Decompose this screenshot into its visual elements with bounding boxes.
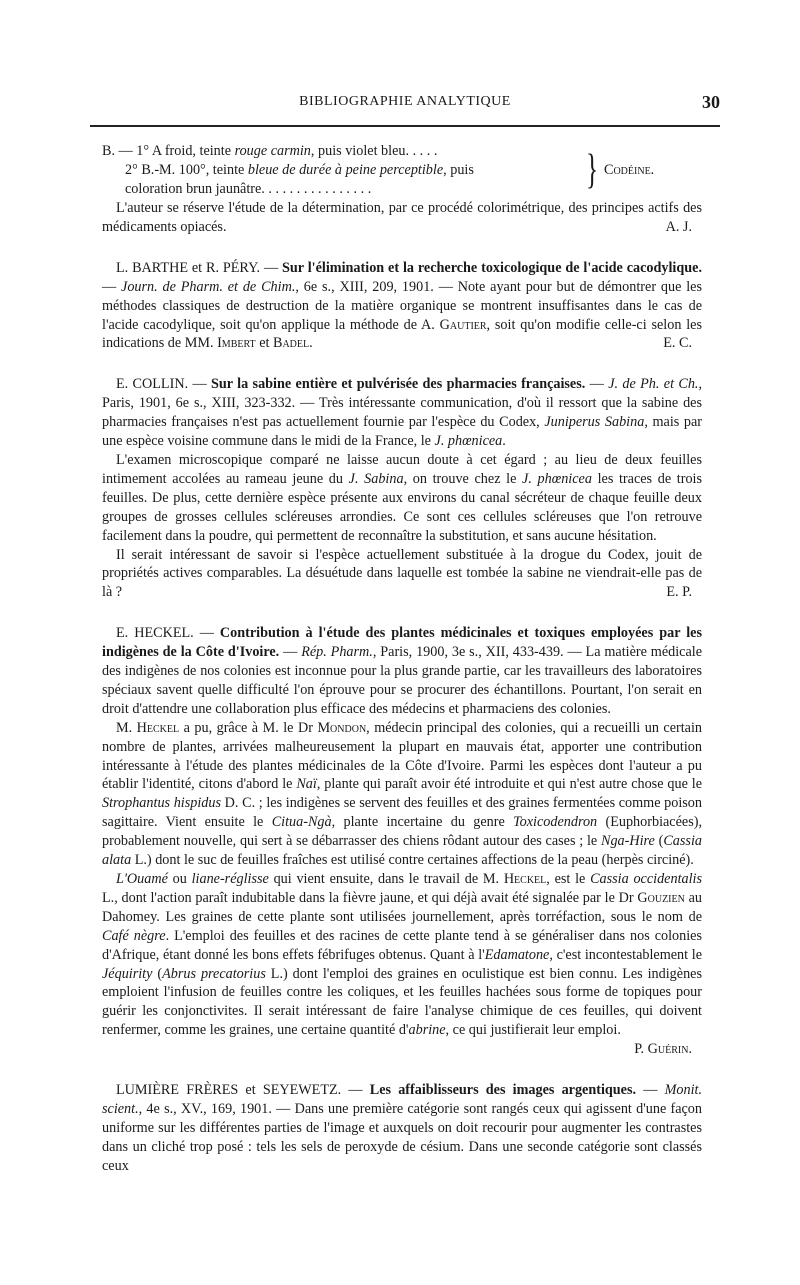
collin-paragraph-3: Il serait intéressant de savoir si l'espèce actuellement substituée à la drogue du Codex, jouit de propriétés actives comparables. La désuétude dans laquelle est tombée la sabine ne viendrait-elle pas de là ? E. P. [102,546,702,601]
entry-title: Sur l'élimination et la recherche toxicologique de l'acide cacodylique. [282,259,702,276]
curly-brace: } [586,147,599,193]
text-column [102,142,702,1176]
entry-collin: E. COLLIN. — Sur la sabine entière et pulvérisée des pharmacies françaises. — J. de Ph. et Ch., Paris, 1901, 6e s., XIII, 323-332. — Très intéressante communication, d'où il ressort que la sabine des pharmacies françaises n'est pas actuellement fournie par l'espèce du Codex, Juniperus Sabina, mais par une espèce voisine commune dans le midi de la France, le J. phœnicea. [102,376,703,450]
reaction-line-1: B. — 1° A froid, teinte rouge carmin, puis violet bleu. . . . . [102,143,438,159]
signature: P. Guérin. [634,1041,692,1058]
codeine-reaction-block [102,142,702,199]
entry-title: Sur la sabine entière et pulvérisée des pharmacies françaises. [211,376,586,393]
entry-lumiere: LUMIÈRE FRÈRES et SEYEWETZ. — Les affaiblisseurs des images argentiques. — Monit. scient., 4e s., XV., 169, 1901. — Dans une première catégorie sont rangés ceux qui agissent d'une façon uniforme sur les différentes parties de l'image et auxquels on doit recourir pour augmenter les contrastes dans un cliché trop posé : tels les sels de peroxyde de césium. Dans une seconde catégorie sont classés ceux [102,1082,703,1174]
top-paragraph: L'auteur se réserve l'étude de la détermination, par ce procédé colorimétrique, des principes actifs des médicaments opiacés. A. J. [102,200,702,235]
reaction-line-2: 2° B.-M. 100°, teinte bleue de durée à peine perceptible, puis [125,162,474,178]
signature: E. C. [663,335,692,352]
entry-barthe: L. BARTHE et R. PÉRY. — Sur l'élimination et la recherche toxicologique de l'acide cacodylique. — Journ. de Pharm. et de Chim., 6e s., XIII, 209, 1901. — Note ayant pour but de démontrer que les méthodes classiques de destruction de la matière organique se montrent insuffisantes dans le cas de l'acide cacodylique, soit qu'on applique la méthode de A. Gautier, soit qu'on modifie celle-ci selon les indications de MM. Imbert et Badel. E. C. [102,259,702,352]
entry-heckel: E. HECKEL. — Contribution à l'étude des plantes médicinales et toxiques employées par les indigènes de la Côte d'Ivoire. — Rép. Pharm., Paris, 1900, 3e s., XII, 433-439. — La matière médicale des indigènes de nos colonies est inconnue pour la plus grande partie, car les travailleurs des laboratoires spéciaux savent quelle difficulté l'on éprouve pour se procurer des échantillons. Pourtant, l'on serait en droit d'attendre une collaboration plus efficace des médecins et pharmaciens des colonies. [102,625,702,717]
codeine-label: Codéine. [604,162,655,178]
signature: E. P. [666,584,692,601]
running-title: BIBLIOGRAPHIE ANALYTIQUE [299,94,511,109]
entry-title: Les affaiblisseurs des images argentiques. [369,1082,637,1099]
entry-title: Contribution à l'étude des plantes médicinales et toxiques employées par les indigènes de la Côte d'Ivoire. [102,625,702,661]
heckel-paragraph-3: L'Ouamé ou liane-réglisse qui vient ensuite, dans le travail de M. Heckel, est le Cassia occidentalis L., dont l'action paraît indubitable dans la fièvre jaune, et qui déjà avait été signalée par le Dr Gouzien au Dahomey. Les graines de cette plante sont utilisées journellement, après torréfaction, sous le nom de Café nègre. L'emploi des feuilles et des racines de cette plante tend à se généraliser dans nos colonies d'Afrique, étant donné les bons effets fébrifuges obtenus. Quant à l'Edamatone, c'est incontestablement le Jéquirity (Abrus precatorius L.) dont l'emploi des graines en oculistique est bien connu. Les indigènes emploient l'infusion de feuilles contre les coliques, et les feuilles hachées sous forme de topiques pour guérir les conjonctivites. Il serait intéressant de faire l'analyse chimique de ces feuilles, qui doivent renfermer, comme les graines, une certaine quantité d'abrine, ce qui justifierait leur emploi. [102,871,703,1039]
heckel-paragraph-2: M. Heckel a pu, grâce à M. le Dr Mondon, médecin principal des colonies, qui a recueilli un certain nombre de plantes, arrivées malheureusement la plupart en mauvais état, apporter une contribution intéressante à l'étude des plantes médicinales de la Côte d'Ivoire. Parmi les espèces dont l'auteur a pu établir l'identité, citons d'abord le Naï, plante qui paraît avoir été introduite et qui n'est autre chose que le Strophantus hispidus D. C. ; les indigènes se servent des feuilles et des graines fermentées comme poison sagittaire. Vient ensuite le Citua-Ngà, plante incertaine du genre Toxicodendron (Euphorbiacées), probablement nouvelle, qui sert à se débarrasser des chiens rôdant autour des cases ; le Nga-Hire (Cassia alata L.) dont le suc de feuilles fraîches est utilisé contre certaines affections de la peau (herpès circiné). [102,719,702,869]
header-rule [90,125,720,127]
page-number: 30 [702,92,720,112]
running-header [90,92,720,122]
reaction-line-3: coloration brun jaunâtre. . . . . . . . . . . . . . . . [125,181,372,197]
collin-paragraph-2: L'examen microscopique comparé ne laisse aucun doute à cet égard ; au lieu de deux feuilles intimement accolées au rameau jeune du J. Sabina, on trouve chez le J. phœnicea les traces de trois feuilles. De plus, cette dernière espèce présente aux environs du canal sécréteur de chaque feuille deux groupes de grosses cellules scléreuses arrondies. Ce sont ces cellules scléreuses que l'on retrouve facilement dans la poudre, qui permettent de reconnaître la substitution, et sans aucune hésitation. [102,451,702,544]
signature: A. J. [665,218,692,235]
